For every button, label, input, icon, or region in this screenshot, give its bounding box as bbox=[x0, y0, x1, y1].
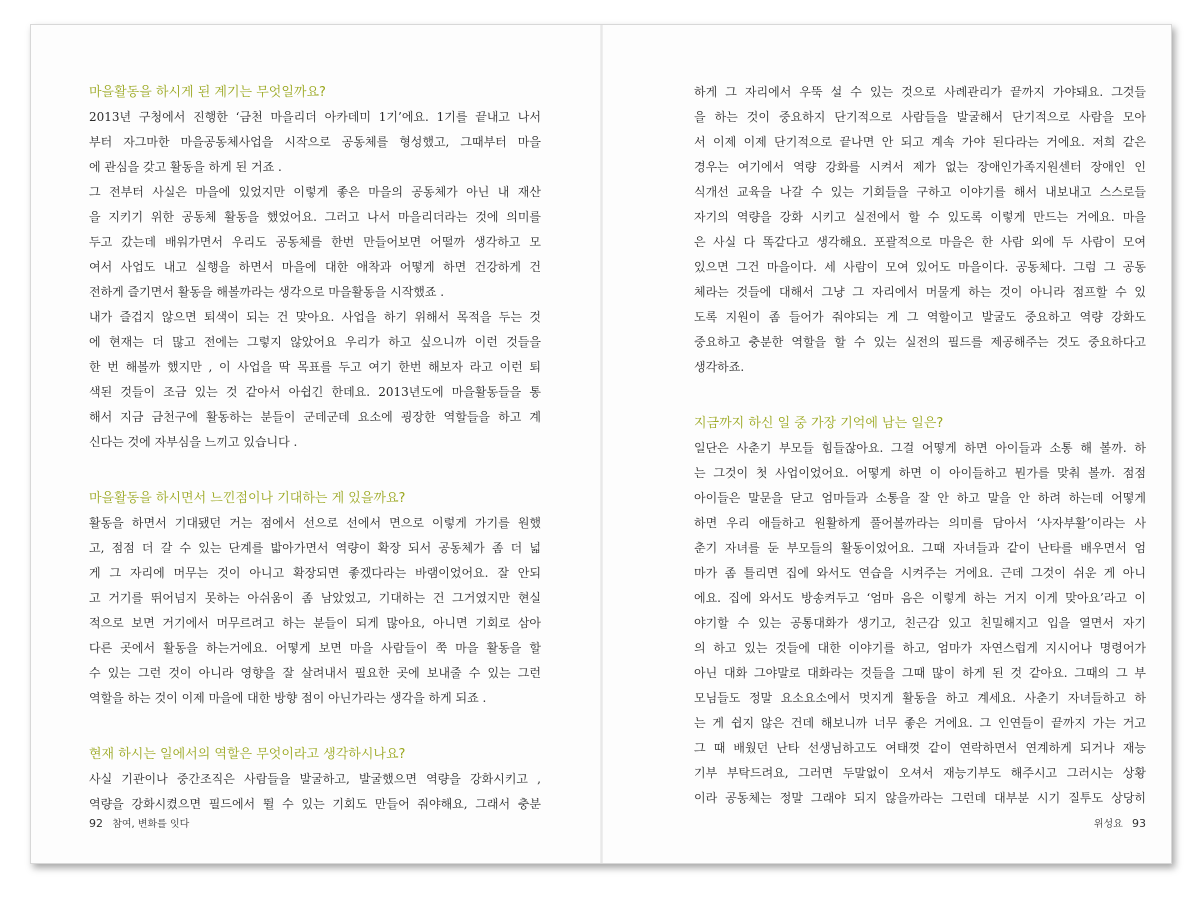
text-line: 도록 지원이 좀 들어가 줘야되는 게 그 역할이고 발굴도 중요하고 역량 강화도 bbox=[694, 310, 1146, 324]
answer-paragraph bbox=[694, 80, 1146, 380]
text-line: 하면 우리 애들하고 원활하게 풀어볼까라는 의미를 담아서 ‘사자부활’이라는 사 bbox=[694, 516, 1146, 530]
text-line: 내가 즐겁지 않으면 퇴색이 되는 건 맞아요. 사업을 하기 위해서 목적을 두는 것 bbox=[89, 310, 541, 324]
text-line: 이라 공동체는 정말 그래야 되지 않을까라는 그런데 대부분 시기 질투도 상당히 bbox=[694, 791, 1146, 805]
book-title: 참여, 변화를 잇다 bbox=[112, 819, 190, 830]
text-line: 기부 부탁드려요, 그러면 두말없이 오셔서 재능기부도 해주시고 그러시는 상황 bbox=[694, 766, 1146, 780]
text-line: 그 전부터 사실은 마을에 있었지만 이렇게 좋은 마을의 공동체가 아닌 내 재산 bbox=[89, 185, 541, 199]
page-footer bbox=[89, 815, 189, 830]
text-line: 역할을 하는 것이 이제 마을에 대한 방향 점이 아닌가라는 생각을 하게 되죠 . bbox=[89, 691, 487, 705]
answer-paragraph bbox=[89, 511, 541, 711]
book-spread bbox=[30, 24, 1172, 864]
book-gutter bbox=[600, 25, 603, 863]
text-line: 신다는 것에 자부심을 느끼고 있습니다 . bbox=[89, 435, 298, 449]
left-page bbox=[89, 25, 541, 863]
text-line: 식개선 교육을 나갈 수 있는 기회들을 구하고 이야기를 해서 내보내고 스스로들 bbox=[694, 185, 1146, 199]
question-heading: 마을활동을 하시게 된 계기는 무엇일까요? bbox=[89, 85, 326, 100]
text-line: 수 있는 그런 것이 아니라 영향을 잘 살려내서 필요한 곳에 보내줄 수 있는 그런 bbox=[89, 666, 541, 680]
text-line: 에요. 집에 와서도 방송켜두고 ‘엄마 음은 이렇게 하는 거지 이게 맞아요’라고 이 bbox=[694, 591, 1146, 605]
text-line: 해서 지금 금천구에 활동하는 분들이 군데군데 요소에 굉장한 역할들을 하고 계 bbox=[89, 410, 541, 424]
text-line: 체라는 것들에 대해서 그냥 그 자리에서 머물게 하는 것이 아니라 점프할 수 있 bbox=[694, 285, 1146, 299]
text-line: 두고 갔는데 배워가면서 우리도 공동체를 한번 만들어보면 어떨까 생각하고 모 bbox=[89, 235, 541, 249]
text-line: 있으면 그건 마을이다. 세 사람이 모여 있어도 마을이다. 공동체다. 그럼 그 공동 bbox=[694, 260, 1146, 274]
text-line: 게 그 자리에 머무는 것이 아니고 확장되면 좋겠다라는 바램이었어요. 잘 안되 bbox=[89, 566, 541, 580]
text-line: 에 관심을 갖고 활동을 하게 된 거죠 . bbox=[89, 160, 282, 174]
text-line: 야기할 수 있는 공통대화가 생기고, 친근감 있고 친밀해지고 입을 열면서 자기 bbox=[694, 616, 1146, 630]
text-line: 은 사실 다 똑같다고 생각해요. 포괄적으로 마을은 한 사람 외에 두 사람이 모여 bbox=[694, 235, 1146, 249]
text-line: 활동을 하면서 기대됐던 거는 점에서 선으로 선에서 면으로 이렇게 가기를 원했 bbox=[89, 516, 541, 530]
text-line: 하게 그 자리에서 우뚝 설 수 있는 것으로 사례관리가 끝까지 가야돼요. 그것들 bbox=[694, 85, 1146, 99]
text-line: 자기의 역량을 강화 시키고 실전에서 할 수 있도록 이렇게 만드는 거에요. 마을 bbox=[694, 210, 1146, 224]
text-line: 부터 자그마한 마을공동체사업을 시작으로 공동체를 형성했고, 그때부터 마을 bbox=[89, 135, 541, 149]
author-name: 위성요 bbox=[1093, 819, 1123, 830]
text-line: 여서 사업도 내고 실행을 하면서 마을에 대한 애착과 어떻게 하면 건강하게 건 bbox=[89, 260, 541, 274]
text-line: 는 게 쉽지 않은 건데 해보니까 너무 좋은 거에요. 그 인연들이 끝까지 가는 거고 bbox=[694, 716, 1146, 730]
question-heading: 현재 하시는 일에서의 역할은 무엇이라고 생각하시나요? bbox=[89, 747, 406, 762]
text-line: 다른 곳에서 활동을 하는거에요. 어떻게 보면 마을 사람들이 쭉 마을 활동을 할 bbox=[89, 641, 541, 655]
text-line: 색된 것들이 조금 있는 것 같아서 아쉽긴 한데요. 2013년도에 마을활동들을 통 bbox=[89, 385, 541, 399]
text-line: 아닌 대화 그야말로 대화라는 것들을 그때 많이 하게 된 것 같아요. 그때의 그 부 bbox=[694, 666, 1146, 680]
text-line: 는 그것이 첫 사업이었어요. 어떻게 하면 이 아이들하고 뭔가를 맞춰 볼까. 점점 bbox=[694, 466, 1146, 480]
text-line: 춘기 자녀를 둔 부모들의 활동이었어요. 그때 자녀들과 같이 난타를 배우면서 엄 bbox=[694, 541, 1146, 555]
text-line: 고 거기를 뛰어넘지 못하는 아쉬움이 좀 남았었고, 기대하는 건 그거였지만 현실 bbox=[89, 591, 541, 605]
text-line: 을 하는 것이 중요하지 단기적으로 사람들을 발굴해서 단기적으로 사람을 모아 bbox=[694, 110, 1146, 124]
text-line: 사실 기관이나 중간조직은 사람들을 발굴하고, 발굴했으면 역량을 강화시키고 , bbox=[89, 772, 541, 786]
text-line: 그 때 배웠던 난타 선생님하고도 여태껏 같이 연락하면서 연계하게 되거나 재능 bbox=[694, 741, 1146, 755]
text-line: 한 번 해볼까 했지만 , 이 사업을 딱 목표를 두고 여기 한번 해보자 라고 이런 퇴 bbox=[89, 360, 541, 374]
text-line: 서 이제 이제 단기적으로 끝나면 안 되고 계속 가야 된다라는 거에요. 저희 같은 bbox=[694, 135, 1146, 149]
text-line: 2013년 구청에서 진행한 ‘금천 마을리더 아카데미 1기’에요. 1기를 끝내고 나서 bbox=[89, 110, 541, 124]
text-line: 경우는 여기에서 역량 강화를 시켜서 제가 없는 장애인가족지원센터 장애인 인 bbox=[694, 160, 1146, 174]
answer-paragraph bbox=[694, 436, 1146, 811]
right-page-content bbox=[694, 80, 1146, 811]
text-line: 적으로 보면 거기에서 머무르려고 하는 분들이 되게 많아요, 아니면 기회로 삼아 bbox=[89, 616, 541, 630]
answer-paragraph bbox=[89, 105, 541, 455]
question-heading: 마을활동을 하시면서 느낀점이나 기대하는 게 있을까요? bbox=[89, 491, 406, 506]
text-line: 의 하고 있는 것들에 대한 이야기를 하고, 엄마가 자연스럽게 지시어나 명령어가 bbox=[694, 641, 1146, 655]
text-line: 고, 점점 더 갈 수 있는 단계를 밟아가면서 역량이 확장 되서 공동체가 좀 더 넓 bbox=[89, 541, 541, 555]
right-page bbox=[694, 25, 1146, 863]
question-heading: 지금까지 하신 일 중 가장 기억에 남는 일은? bbox=[694, 416, 944, 431]
text-line: 일단은 사춘기 부모들 힘들잖아요. 그걸 어떻게 하면 아이들과 소통 해 볼까. 하 bbox=[694, 441, 1146, 455]
text-line: 전하게 즐기면서 활동을 해볼까라는 생각으로 마을활동을 시작했죠 . bbox=[89, 285, 445, 299]
page-number: 93 bbox=[1132, 817, 1146, 830]
text-line: 역량을 강화시켰으면 필드에서 뛸 수 있는 기회도 만들어 줘야해요, 그래서 충분 bbox=[89, 797, 541, 811]
answer-paragraph bbox=[89, 767, 541, 817]
left-page-content bbox=[89, 80, 541, 817]
text-line: 아이들은 말문을 닫고 엄마들과 소통을 잘 안 하고 말을 안 하려 하는데 어떻게 bbox=[694, 491, 1146, 505]
text-line: 을 지키기 위한 공동체 활동을 했었어요. 그러고 나서 마을리더라는 것에 의미를 bbox=[89, 210, 541, 224]
text-line: 모님들도 정말 요소요소에서 멋지게 활동을 하고 계세요. 사춘기 자녀들하고 하 bbox=[694, 691, 1146, 705]
page-number: 92 bbox=[89, 817, 103, 830]
text-line: 마가 좀 틀리면 집에 와서도 연습을 시켜주는 거에요. 근데 그것이 쉬운 게 아니 bbox=[694, 566, 1146, 580]
text-line: 에 현재는 더 많고 전에는 그렇지 않았어요 우리가 하고 싶으니까 이런 것들을 bbox=[89, 335, 541, 349]
text-line: 생각하죠. bbox=[694, 360, 745, 374]
page-footer bbox=[1094, 815, 1146, 830]
text-line: 중요하고 충분한 역할을 할 수 있는 실전의 필드를 제공해주는 것도 중요하다고 bbox=[694, 335, 1146, 349]
